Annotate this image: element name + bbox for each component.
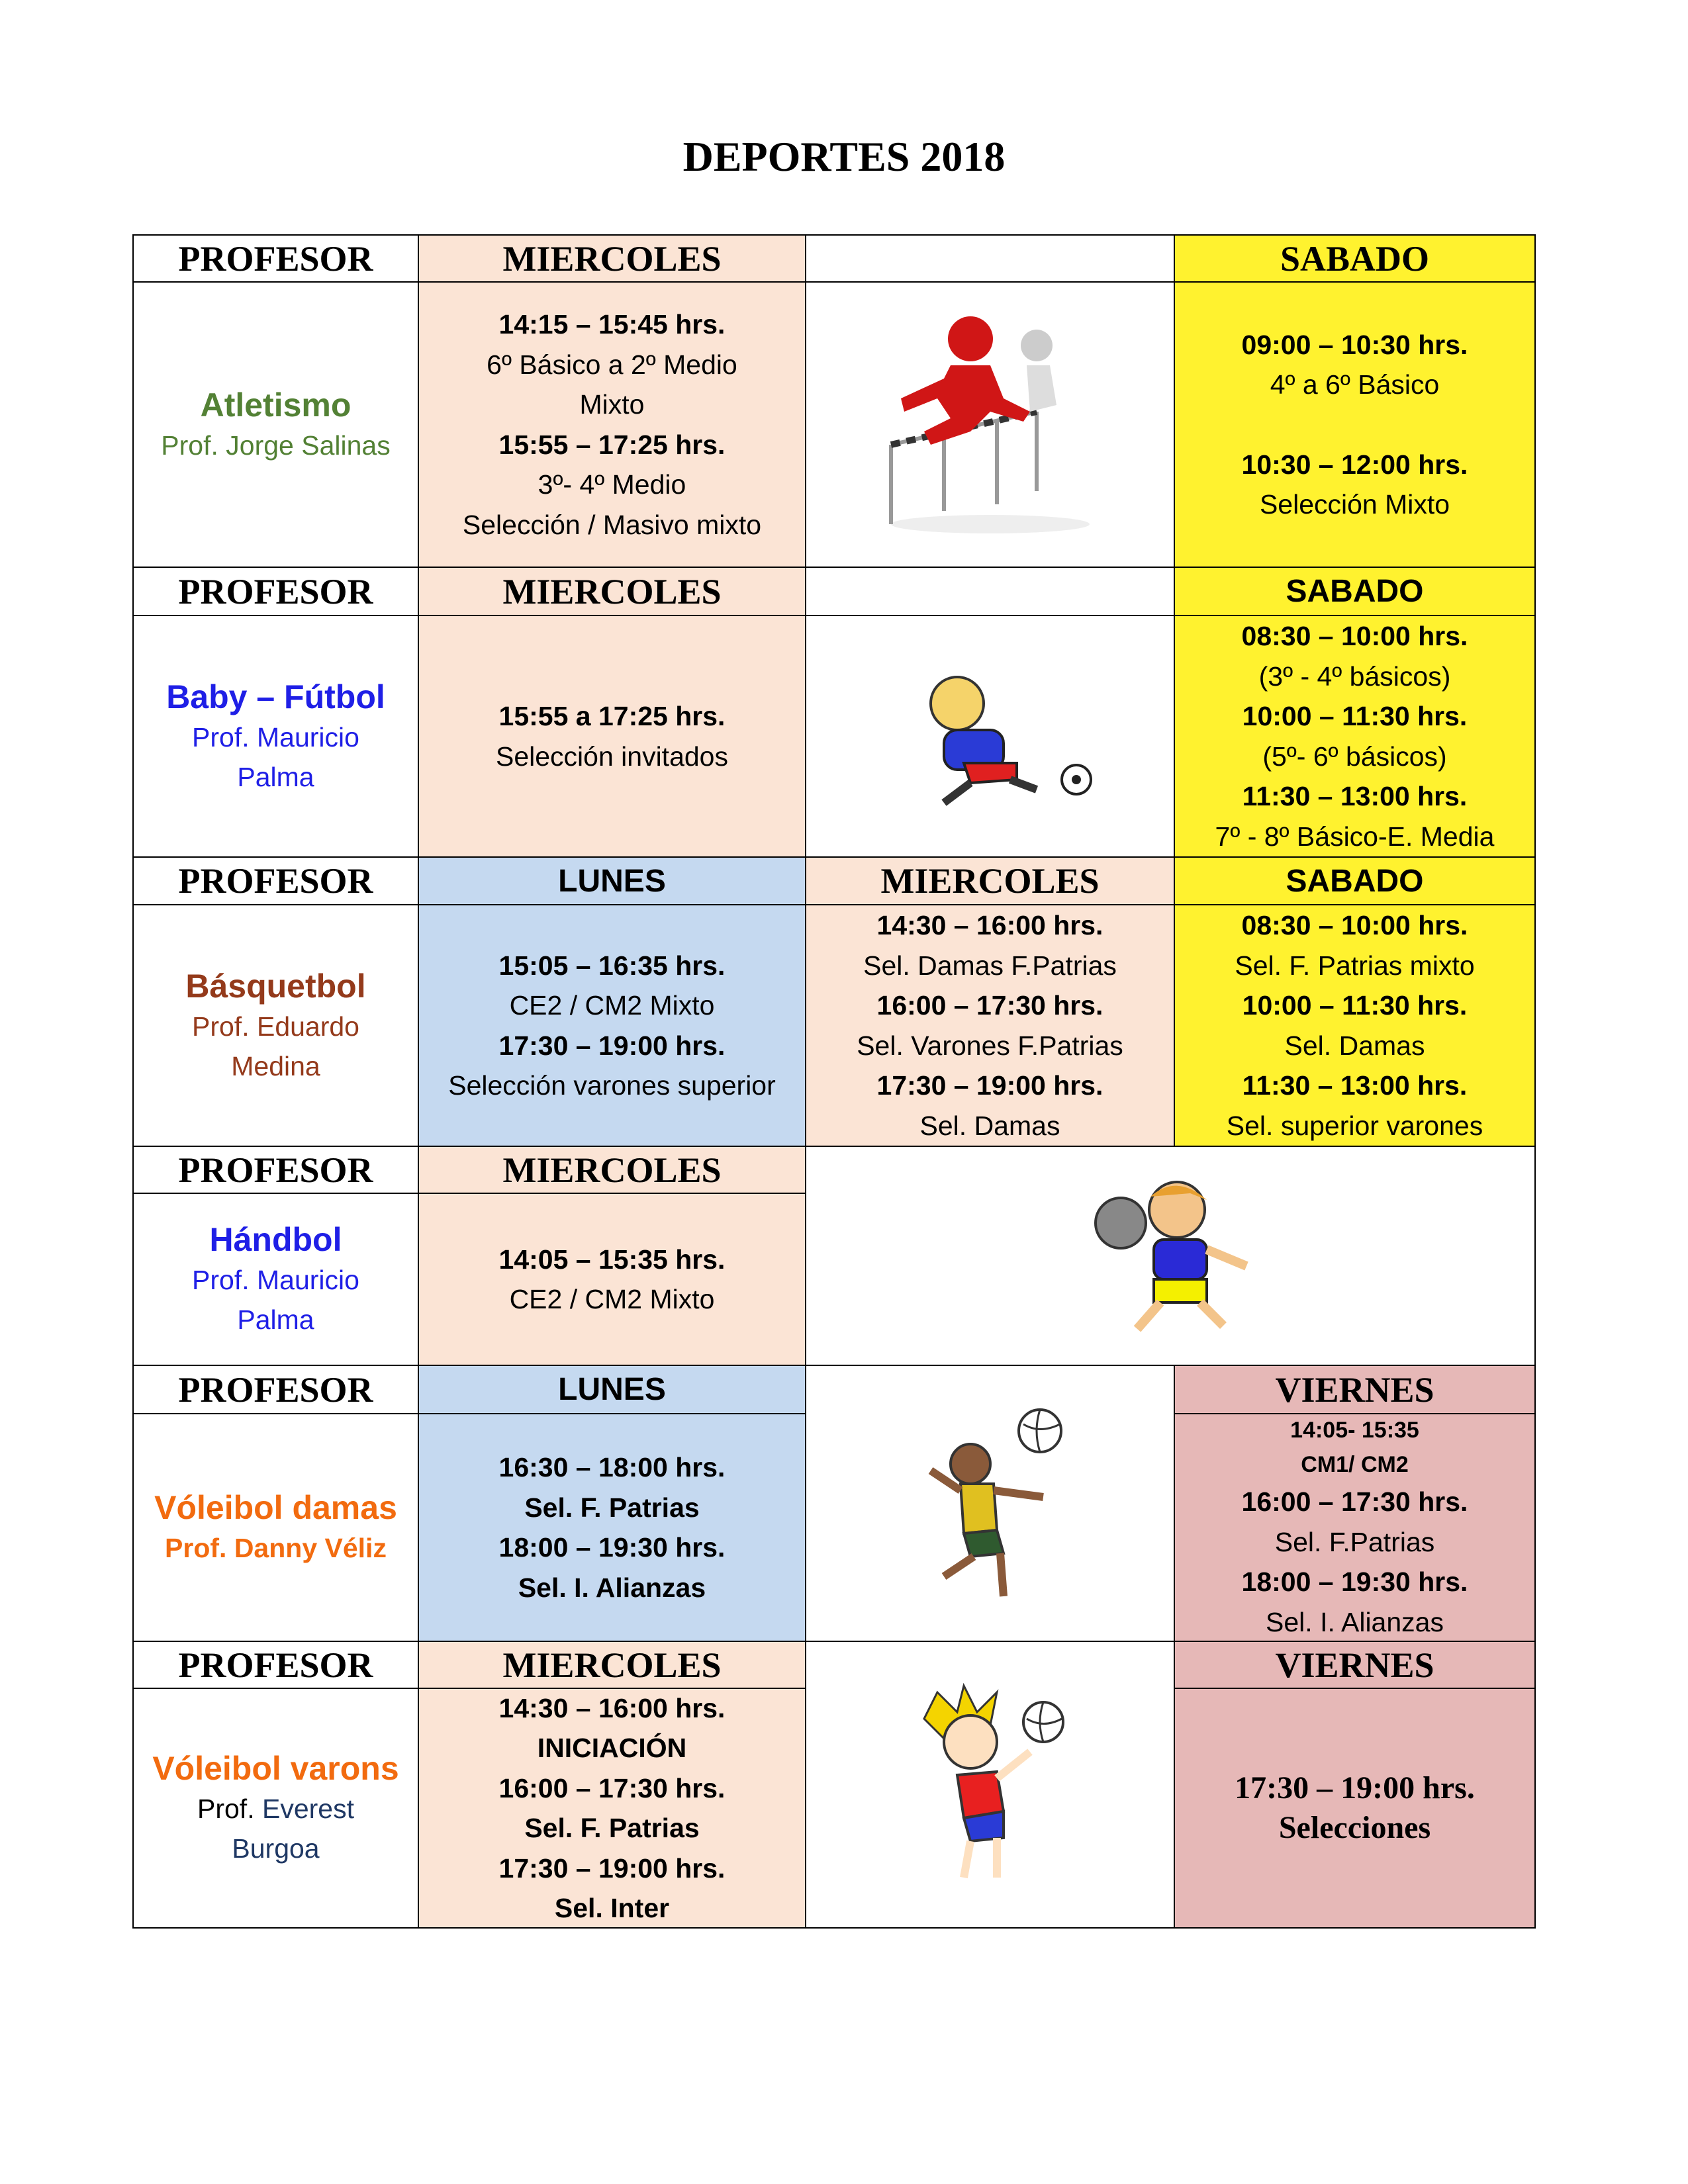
schedule-line: (5º- 6º básicos) [1262,741,1447,772]
sport-name: Hándbol [209,1221,342,1258]
teacher-cell [132,904,419,1147]
header-day: MIERCOLES [418,567,806,616]
schedule-line: 15:55 – 17:25 hrs. [498,429,726,460]
header-day: SABADO [1174,856,1536,905]
schedule-line: 4º a 6º Básico [1270,369,1440,400]
schedule-line: Selecciones [1278,1810,1431,1845]
volleyball-boy-icon [898,1679,1083,1891]
soccer-kid-illustration [805,615,1175,858]
sport-name: Vóleibol varons [152,1750,399,1787]
schedule-cell [418,904,806,1147]
header-day: LUNES [418,1365,806,1414]
schedule-line: 11:30 – 13:00 hrs. [1242,781,1468,811]
schedule-cell [1174,1688,1536,1929]
header-day: SABADO [1174,567,1536,616]
header-empty [805,234,1175,283]
schedule-line: 16:00 – 17:30 hrs. [498,1772,726,1803]
schedule-line: 6º Básico a 2º Medio [487,349,737,380]
teacher-prefix: Prof. [197,1794,255,1824]
schedule-line: 17:30 – 19:00 hrs. [498,1030,726,1061]
schedule-line: 08:30 – 10:00 hrs. [1241,910,1468,940]
schedule-line: Selección varones superior [448,1070,776,1101]
header-day: VIERNES [1174,1365,1536,1414]
schedule-line: (3º - 4º básicos) [1258,660,1451,692]
schedule-line: INICIACIÓN [537,1733,687,1763]
header-profesor: PROFESOR [132,567,419,616]
teacher-cell [132,1688,419,1929]
schedule-line: Sel. F. Patrias mixto [1235,950,1475,981]
schedule-line: 10:00 – 11:30 hrs. [1242,990,1468,1021]
schedule-line: Sel. Damas [919,1110,1060,1141]
schedule-line: 14:15 – 15:45 hrs. [498,309,726,340]
header-profesor: PROFESOR [132,1365,419,1414]
header-empty [805,567,1175,616]
schedule-cell [1174,281,1536,568]
schedule-line: 18:00 – 19:30 hrs. [1241,1567,1468,1597]
schedule-cell [418,615,806,858]
schedule-line: CM1/ CM2 [1301,1452,1409,1477]
schedule-line: 14:30 – 16:00 hrs. [498,1692,726,1723]
header-day: MIERCOLES [418,234,806,283]
header-day: SABADO [1174,234,1536,283]
sport-name: Baby – Fútbol [166,678,385,715]
schedule-line: Sel. F. Patrias [524,1492,700,1523]
schedule-line: CE2 / CM2 Mixto [509,990,715,1021]
teacher-cell [132,1193,419,1366]
schedule-line: 10:00 – 11:30 hrs. [1242,701,1468,731]
schedule-line: 17:30 – 19:00 hrs. [498,1852,726,1884]
header-day: MIERCOLES [418,1146,806,1194]
schedule-line: 7º - 8º Básico-E. Media [1215,821,1495,852]
teacher-name: Prof. Jorge Salinas [161,430,391,461]
hurdles-runner-icon [878,312,1103,537]
schedule-line: 10:30 – 12:00 hrs. [1241,449,1468,480]
teacher-name-text: Everest Burgoa [232,1794,354,1864]
schedule-line: 11:30 – 13:00 hrs. [1242,1070,1468,1101]
sport-name: Atletismo [200,386,352,424]
teacher-name: Prof. Mauricio Palma [192,721,359,792]
schedule-cell [418,1193,806,1366]
teacher-cell [132,1413,419,1642]
header-day: LUNES [418,856,806,905]
header-profesor: PROFESOR [132,856,419,905]
header-day: MIERCOLES [418,1641,806,1689]
schedule-cell [1174,904,1536,1147]
schedule-line: Sel. superior varones [1226,1110,1483,1141]
volleyball-boy-illustration [805,1641,1175,1929]
schedule-cell [418,1413,806,1642]
teacher-name: Prof. Eduardo Medina [192,1011,359,1081]
schedule-line: 14:05- 15:35 [1290,1418,1419,1443]
header-profesor: PROFESOR [132,1641,419,1689]
schedule-line: 14:05 – 15:35 hrs. [498,1244,726,1275]
header-profesor: PROFESOR [132,1146,419,1194]
schedule-line: 17:30 – 19:00 hrs. [1235,1770,1475,1805]
header-day: MIERCOLES [805,856,1175,905]
schedule-line: Selección invitados [496,741,728,772]
schedule-line: Sel. I. Alianzas [1266,1606,1444,1637]
volleyball-girl-icon [904,1404,1076,1603]
header-day: VIERNES [1174,1641,1536,1689]
schedule-line: Selección / Masivo mixto [462,509,762,540]
schedule-line: 17:30 – 19:00 hrs. [876,1070,1103,1101]
hurdles-runner-illustration [805,281,1175,568]
schedule-line: 16:00 – 17:30 hrs. [1241,1486,1468,1517]
teacher-cell [132,281,419,568]
sport-name: Básquetbol [185,967,366,1005]
schedule-cell [418,1688,806,1929]
schedule-cell [418,281,806,568]
teacher-cell [132,615,419,858]
volleyball-girl-illustration [805,1365,1175,1642]
schedule-line: 18:00 – 19:30 hrs. [498,1532,726,1563]
schedule-line: Sel. F. Patrias [524,1813,700,1843]
soccer-kid-icon [884,664,1096,809]
schedule-line: Sel. F.Patrias [1274,1526,1435,1557]
schedule-cell [1174,1413,1536,1642]
schedule-line: 16:30 – 18:00 hrs. [498,1452,726,1482]
schedule-line: Sel. I. Alianzas [518,1572,706,1603]
schedule-line: 14:30 – 16:00 hrs. [876,910,1103,940]
schedule-line: 08:30 – 10:00 hrs. [1241,621,1468,651]
schedule-line: Sel. Inter [554,1893,670,1923]
page-title: DEPORTES 2018 [682,133,1006,180]
schedule-line: 15:05 – 16:35 hrs. [498,950,726,981]
schedule-cell [805,904,1175,1147]
schedule-line: 3º- 4º Medio [538,469,686,500]
header-profesor: PROFESOR [132,234,419,283]
handball-kid-illustration [805,1146,1536,1366]
schedule-line: Sel. Damas F.Patrias [863,950,1117,981]
schedule-line: 09:00 – 10:30 hrs. [1241,329,1468,360]
schedule-line: 16:00 – 17:30 hrs. [876,990,1103,1021]
sport-name: Vóleibol damas [154,1489,397,1526]
schedule-line: 15:55 a 17:25 hrs. [498,701,726,731]
teacher-name: Prof. Danny Véliz [165,1533,387,1563]
handball-kid-icon [1091,1173,1250,1339]
schedule-line: CE2 / CM2 Mixto [509,1284,715,1314]
schedule-cell [1174,615,1536,858]
teacher-name: Prof. Mauricio Palma [192,1265,359,1335]
schedule-line: Mixto [579,389,645,420]
schedule-line: Sel. Varones F.Patrias [857,1030,1123,1061]
schedule-line: Selección Mixto [1259,489,1450,520]
schedule-line: Sel. Damas [1284,1030,1425,1061]
teacher-name [177,1789,375,1868]
